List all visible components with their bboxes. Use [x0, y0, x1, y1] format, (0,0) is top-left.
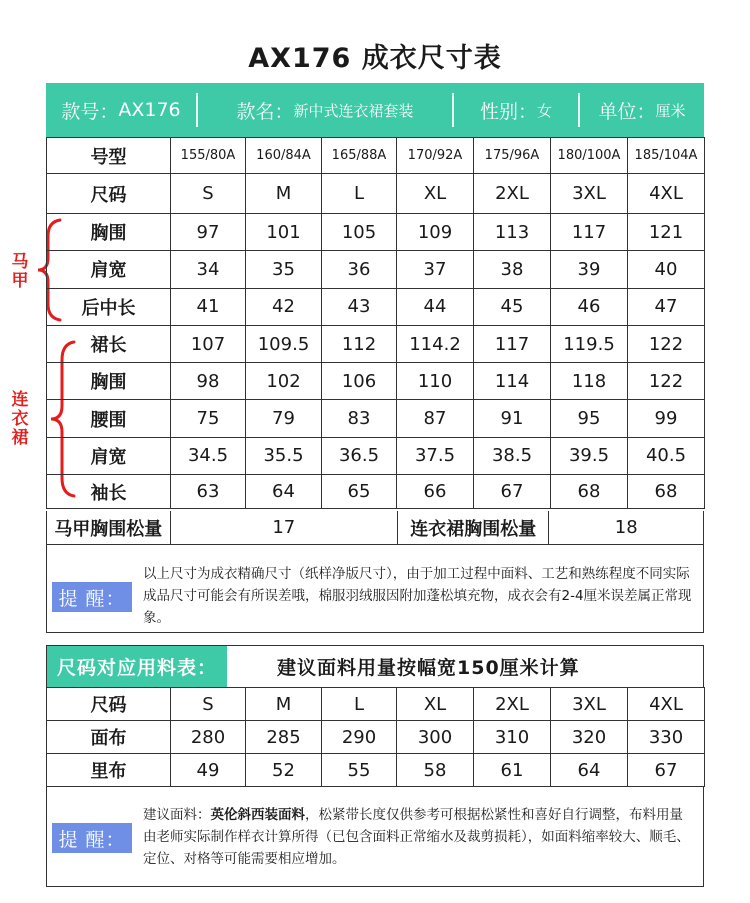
- table-cell: 109.5: [246, 325, 322, 362]
- table-cell: 160/84A: [246, 138, 322, 174]
- table-cell: M: [246, 174, 322, 214]
- table-row: [47, 754, 705, 787]
- table-row: [47, 288, 705, 325]
- reminder-badge: 提 醒：: [52, 582, 132, 612]
- table-cell: 64: [246, 475, 322, 509]
- style-name-value: 新中式连衣裙套装: [293, 101, 414, 120]
- reminder-note: [46, 545, 704, 633]
- table-cell: 40: [628, 251, 705, 288]
- table-cell: 310: [474, 721, 551, 754]
- fabric-table-header: [46, 645, 704, 687]
- table-cell: 40.5: [628, 437, 705, 474]
- row-label: 腰围: [47, 400, 171, 437]
- table-cell: 39.5: [551, 437, 628, 474]
- row-label: 袖长: [47, 475, 171, 509]
- table-cell: 38.5: [474, 437, 551, 474]
- table-cell: 2XL: [474, 688, 551, 721]
- dress-ease-value: 18: [614, 517, 638, 538]
- table-cell: 61: [474, 754, 551, 787]
- table-cell: 101: [246, 214, 322, 251]
- table-cell: 109: [397, 214, 474, 251]
- table-cell: 44: [397, 288, 474, 325]
- row-label: 裙长: [47, 325, 171, 362]
- table-cell: 64: [551, 754, 628, 787]
- table-cell: L: [322, 174, 397, 214]
- info-separator: [578, 93, 580, 127]
- table-row: [47, 475, 705, 509]
- table-cell: 3XL: [551, 688, 628, 721]
- dress-ease-label: 连衣裙胸围松量: [398, 511, 550, 544]
- table-cell: 37.5: [397, 437, 474, 474]
- table-cell: 106: [322, 363, 397, 400]
- row-label: 尺码: [47, 174, 171, 214]
- row-label: 胸围: [47, 363, 171, 400]
- table-cell: S: [171, 174, 246, 214]
- table-cell: 118: [551, 363, 628, 400]
- table-cell: 4XL: [628, 174, 705, 214]
- row-label: 里布: [47, 754, 171, 787]
- fabric-reminder-note: [46, 786, 704, 887]
- table-cell: 114: [474, 363, 551, 400]
- table-cell: 180/100A: [551, 138, 628, 174]
- table-cell: 68: [551, 475, 628, 509]
- table-cell: 63: [171, 475, 246, 509]
- style-number-value: AX176: [118, 99, 181, 121]
- row-label: 肩宽: [47, 437, 171, 474]
- table-cell: 175/96A: [474, 138, 551, 174]
- table-cell: 43: [322, 288, 397, 325]
- table-cell: XL: [397, 174, 474, 214]
- fabric-table: [46, 687, 705, 787]
- table-cell: 119.5: [551, 325, 628, 362]
- table-cell: 38: [474, 251, 551, 288]
- table-cell: 285: [246, 721, 322, 754]
- vest-ease-label: 马甲胸围松量: [47, 511, 171, 544]
- table-cell: 49: [171, 754, 246, 787]
- unit: [580, 83, 704, 137]
- table-row: [47, 721, 705, 754]
- table-cell: 97: [171, 214, 246, 251]
- table-cell: 4XL: [628, 688, 705, 721]
- table-cell: 117: [551, 214, 628, 251]
- table-row: [47, 363, 705, 400]
- table-row: [47, 400, 705, 437]
- row-label: 后中长: [47, 288, 171, 325]
- table-row: [47, 688, 705, 721]
- table-cell: 67: [474, 475, 551, 509]
- table-row: [47, 214, 705, 251]
- table-cell: 42: [246, 288, 322, 325]
- table-row: [47, 251, 705, 288]
- table-cell: 165/88A: [322, 138, 397, 174]
- table-cell: 75: [171, 400, 246, 437]
- table-cell: 117: [474, 325, 551, 362]
- fabric-reminder-text: [143, 804, 693, 870]
- table-cell: 113: [474, 214, 551, 251]
- table-cell: 185/104A: [628, 138, 705, 174]
- table-cell: 41: [171, 288, 246, 325]
- ease-row: [46, 511, 704, 545]
- table-cell: 300: [397, 721, 474, 754]
- table-cell: 170/92A: [397, 138, 474, 174]
- table-cell: 102: [246, 363, 322, 400]
- table-cell: 39: [551, 251, 628, 288]
- row-label: 肩宽: [47, 251, 171, 288]
- table-cell: 34: [171, 251, 246, 288]
- table-cell: 36: [322, 251, 397, 288]
- table-row: [47, 437, 705, 474]
- table-cell: 47: [628, 288, 705, 325]
- table-cell: 46: [551, 288, 628, 325]
- reminder-text: 以上尺寸为成衣精确尺寸（纸样净版尺寸），由于加工过程中面料、工艺和熟练程度不同实际成品尺寸可能会有所误差哦，棉服羽绒服因附加蓬松填充物，成衣会有2-4厘米误差属正常现象。: [143, 566, 692, 626]
- table-cell: 67: [628, 754, 705, 787]
- vest-side-label: 马甲: [11, 252, 29, 291]
- table-cell: 280: [171, 721, 246, 754]
- page-title: AX176 成衣尺寸表: [248, 43, 502, 74]
- gender-label: 性别：: [479, 100, 537, 123]
- table-cell: 37: [397, 251, 474, 288]
- table-cell: 114.2: [397, 325, 474, 362]
- table-cell: 36.5: [322, 437, 397, 474]
- gender: [454, 83, 578, 137]
- table-cell: 320: [551, 721, 628, 754]
- fabric-band-label: 尺码对应用料表：: [47, 646, 227, 687]
- table-row: [47, 325, 705, 362]
- row-label: 号型: [47, 138, 171, 174]
- table-cell: 65: [322, 475, 397, 509]
- table-cell: 2XL: [474, 174, 551, 214]
- table-cell: 107: [171, 325, 246, 362]
- style-name: [198, 83, 452, 137]
- table-cell: XL: [397, 688, 474, 721]
- style-number: [46, 83, 196, 137]
- table-cell: 155/80A: [171, 138, 246, 174]
- table-cell: 112: [322, 325, 397, 362]
- fabric-name: 英伦斜西装面料: [210, 807, 305, 823]
- table-cell: 95: [551, 400, 628, 437]
- table-cell: 35: [246, 251, 322, 288]
- info-separator: [196, 93, 198, 127]
- table-cell: 87: [397, 400, 474, 437]
- style-name-label: 款名：: [236, 100, 294, 123]
- table-cell: 290: [322, 721, 397, 754]
- dress-side-label: 连衣裙: [11, 390, 29, 448]
- fabric-heading: 建议面料用量按幅宽150厘米计算: [277, 657, 580, 679]
- table-cell: 121: [628, 214, 705, 251]
- table-cell: 35.5: [246, 437, 322, 474]
- table-cell: 91: [474, 400, 551, 437]
- table-cell: 98: [171, 363, 246, 400]
- row-label: 尺码: [47, 688, 171, 721]
- fabric-reminder-prefix: 建议面料：: [143, 807, 211, 823]
- table-cell: 330: [628, 721, 705, 754]
- table-cell: 83: [322, 400, 397, 437]
- table-row: [47, 174, 705, 214]
- vest-ease-value: 17: [171, 511, 398, 544]
- table-cell: 79: [246, 400, 322, 437]
- table-cell: 110: [397, 363, 474, 400]
- table-cell: 99: [628, 400, 705, 437]
- table-row: [47, 138, 705, 174]
- unit-value: 厘米: [655, 101, 686, 120]
- style-number-label: 款号：: [61, 100, 119, 123]
- info-header-band: [46, 83, 704, 137]
- table-cell: 52: [246, 754, 322, 787]
- row-label: 胸围: [47, 214, 171, 251]
- table-cell: 122: [628, 363, 705, 400]
- size-table: [46, 137, 705, 509]
- gender-value: 女: [537, 101, 553, 120]
- fabric-reminder-badge: 提 醒：: [52, 823, 132, 853]
- table-cell: L: [322, 688, 397, 721]
- table-cell: 34.5: [171, 437, 246, 474]
- table-cell: 105: [322, 214, 397, 251]
- info-separator: [452, 93, 454, 127]
- unit-label: 单位：: [598, 100, 656, 123]
- table-cell: M: [246, 688, 322, 721]
- table-cell: 45: [474, 288, 551, 325]
- row-label: 面布: [47, 721, 171, 754]
- table-cell: 55: [322, 754, 397, 787]
- table-cell: 122: [628, 325, 705, 362]
- table-cell: 66: [397, 475, 474, 509]
- table-cell: S: [171, 688, 246, 721]
- fabric-reminder-body: ，松紧带长度仅供参考可根据松紧性和喜好自行调整，布料用量由老师实际制作样衣计算所得（已包含面料正常缩水及裁剪损耗），如面料缩率较大、顺毛、定位、对格等可能需要相应增加。: [143, 807, 690, 867]
- table-cell: 3XL: [551, 174, 628, 214]
- table-cell: 68: [628, 475, 705, 509]
- table-cell: 58: [397, 754, 474, 787]
